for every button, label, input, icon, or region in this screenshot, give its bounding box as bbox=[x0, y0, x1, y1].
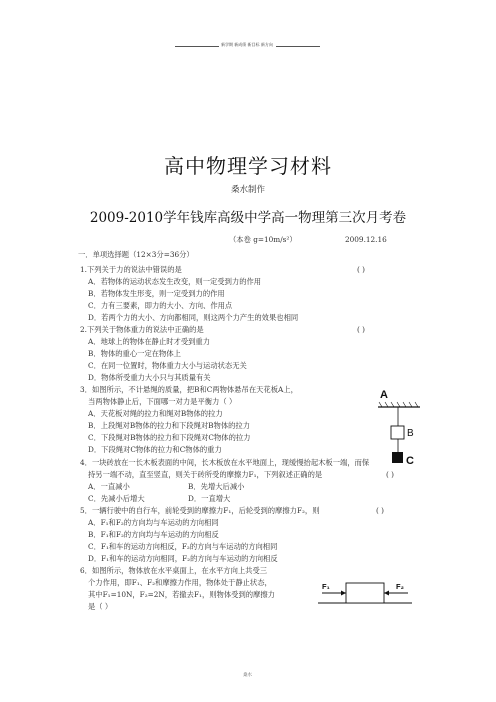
question-6-figure bbox=[318, 573, 418, 613]
label-f1: F₁ bbox=[322, 582, 330, 591]
question-6-stem-cont-1: 个力作用，即F₁、F₂和摩擦力作用，物体处于静止状态， bbox=[88, 578, 272, 587]
question-4-option-b: B．先增大后减小 bbox=[188, 482, 245, 491]
question-5-stem: 5．一辆行驶中的自行车，前轮受到的摩擦力F₁，后轮受到的摩擦力F₂，则 bbox=[80, 506, 320, 515]
question-6-stem-cont-2: 其中F₁=10N，F₂=2N，若撤去F₁，则物体受到的摩擦力 bbox=[88, 590, 275, 599]
question-2-stem: 2.下列关于物体重力的说法中正确的是 bbox=[80, 325, 204, 334]
question-4-option-d: D．一直增大 bbox=[188, 494, 231, 503]
question-3-stem-cont: 当两物体静止后，下面哪一对力是平衡力（ ） bbox=[88, 397, 237, 406]
document-title: 高中物理学习材料 bbox=[164, 154, 332, 178]
block-b bbox=[391, 426, 404, 439]
question-2-option-c: C．在同一位置时，物体重力大小与运动状态无关 bbox=[88, 361, 247, 370]
block bbox=[346, 583, 384, 603]
exam-date: 2009.12.16 bbox=[345, 235, 387, 244]
question-4-stem-cont: 持另一端不动，直至竖直，则关于砖所受的摩擦力F₁，下列叙述正确的是 bbox=[88, 470, 323, 479]
force-f2-arrowhead bbox=[384, 591, 389, 596]
question-2-answer-blank: ( ) bbox=[357, 325, 366, 334]
question-5-option-a: A．F₁和F₂的方向均与车运动的方向相同 bbox=[88, 518, 219, 527]
question-1-option-d: D．若两个力的大小、方向都相同，则这两个力产生的效果也相同 bbox=[88, 313, 299, 322]
question-1-option-c: C．力有三要素，即力的大小、方向、作用点 bbox=[88, 301, 233, 310]
question-4-answer-blank: ( ) bbox=[386, 470, 395, 479]
ceiling-hatch bbox=[379, 402, 418, 407]
force-f1-arrowhead bbox=[341, 591, 346, 596]
question-3-option-d: D．下段绳对C物体的拉力和C物体的重力 bbox=[88, 445, 222, 454]
question-4-stem: 4．一块砖放在一长木板表面的中间，长木板放在水平地面上，现缓慢抬起木板一端，而保 bbox=[80, 458, 370, 467]
header-rule-left bbox=[175, 46, 219, 47]
document-subtitle: 桑水制作 bbox=[230, 185, 265, 195]
exam-title: 2009-2010学年钱库高级中学高一物理第三次月考卷 bbox=[89, 210, 407, 226]
question-3-option-a: A．天花板对绳的拉力和绳对B物体的拉力 bbox=[88, 409, 223, 418]
question-1-stem: 1.下列关于力的说法中错误的是 bbox=[80, 265, 182, 274]
question-1-option-b: B．若物体发生形变，则一定受到力的作用 bbox=[88, 289, 225, 298]
question-3-figure bbox=[376, 389, 436, 478]
question-4-option-a: A．一直减小 bbox=[88, 482, 130, 491]
question-1-answer-blank: ( ) bbox=[357, 265, 366, 274]
question-1-option-a: A．若物体的运动状态发生改变，则一定受到力的作用 bbox=[88, 277, 262, 286]
question-6-stem-cont-3: 是（ ） bbox=[88, 602, 113, 611]
question-3-option-b: B．上段绳对B物体的拉力和下段绳对B物体的拉力 bbox=[88, 421, 251, 430]
label-c: C bbox=[406, 455, 414, 467]
label-a: A bbox=[380, 389, 388, 401]
question-5-option-c: C．F₁和车的运动方向相反，F₂的方向与车运动的方向相同 bbox=[88, 542, 278, 551]
question-5-option-d: D．F₁和车的运动方向相同，F₂的方向与车运动的方向相反 bbox=[88, 554, 278, 563]
question-5-option-b: B．F₁和F₂的方向均与车运动的方向相反 bbox=[88, 530, 219, 539]
header-text: 新学期 新成绩 新目标 新方向 bbox=[221, 42, 273, 47]
question-4-option-c: C．先减小后增大 bbox=[88, 494, 145, 503]
header-rule-right bbox=[276, 46, 320, 47]
question-6-stem: 6．如图所示，物体放在水平桌面上，在水平方向上共受三 bbox=[80, 566, 268, 575]
label-f2: F₂ bbox=[396, 582, 404, 591]
question-3-option-c: C．下段绳对B物体的拉力和下段绳对C物体的拉力 bbox=[88, 433, 251, 442]
question-5-answer-blank: ( ) bbox=[376, 506, 385, 515]
question-3-stem: 3．如图所示，不计悬绳的质量，把B和C两物体悬吊在天花板A上， bbox=[80, 385, 298, 394]
block-c bbox=[392, 452, 403, 463]
label-b: B bbox=[407, 428, 414, 439]
question-2-option-a: A．地球上的物体在静止时才受到重力 bbox=[88, 337, 211, 346]
exam-note: （本卷 g=10m/s²） bbox=[229, 235, 297, 244]
page-footer: 桑水 bbox=[243, 673, 252, 678]
question-2-option-d: D．物体所受重力大小只与其质量有关 bbox=[88, 373, 211, 382]
section-heading: 一．单项选择题（12×3分=36分） bbox=[78, 250, 194, 259]
question-2-option-b: B．物体的重心一定在物体上 bbox=[88, 349, 181, 358]
